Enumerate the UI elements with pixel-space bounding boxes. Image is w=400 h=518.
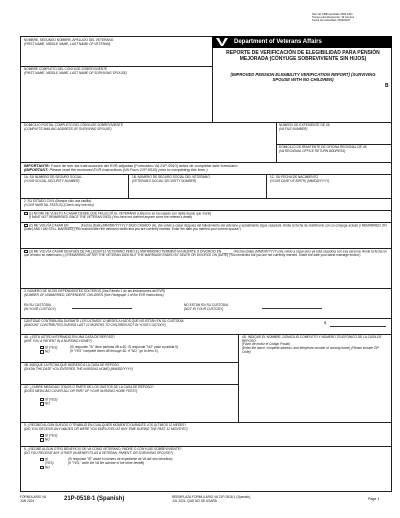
omb-info — [312, 14, 396, 23]
not-in-custody-input[interactable] — [262, 308, 322, 309]
not-custody-es: NO ESTÁN EN SU CUSTODIA — [184, 303, 229, 307]
form-title-es: REPORTE DE VERIFICACIÓN DE ELEGIBILIDAD PARA PENSIÓN MEJORADA (CÓNYUGE SOBREVIVIENTE SIN HIJOS) — [226, 50, 380, 62]
currency-symbol: $ — [324, 320, 327, 325]
dob-en: (YOUR DATE OF BIRTH) (MM/DD/YYYY) — [270, 178, 330, 183]
veteran-ssn-es: 1B. NÚMERO DE SEGURO SOCIAL DEL VETERANO — [132, 175, 210, 179]
other-benefits-yes-en: (YES) — [45, 461, 54, 466]
footer-supersedes-1: REEMPLAZA FORMULARIO VA 21P-0518-1 (Spanish), — [172, 495, 251, 499]
va-banner — [212, 36, 392, 48]
other-benefits-note — [68, 458, 268, 465]
wages-options — [40, 434, 240, 442]
wages-yes-label: SÍ — [45, 433, 49, 438]
form-title-en: (IMPROVED PENSION ELIGIBILITY VERIFICATION REPORT) (SURVIVING SPOUSE WITH NO CHILDREN) — [230, 72, 376, 82]
page-number: Page 1 — [368, 497, 380, 501]
omb-number: Núm de OMB Aprobado 2900-0101 — [312, 13, 353, 16]
footer-supersedes-2: JUL 2021, QUE NO SE USARÁ — [172, 498, 217, 503]
file-number-es: NÚMERO DE EXPEDIENTE DE VA — [279, 123, 330, 127]
nursing-home-en: (ARE YOU A PATIENT IN A NURSING HOME?) — [24, 338, 92, 343]
children-title-es: 3. NÚMERO DE HIJOS DEPENDIENTES SOLTEROS (Vea Párrafo 1 de las instrucciones del EVR) — [24, 289, 165, 293]
ssn-en: (YOUR SOCIAL SECURITY NUMBER) — [24, 178, 80, 183]
nursing-home-note-es: (Si responde "Sí" llene partidas 4B a 4D. Si responde "NO" pase a partida 5) — [70, 345, 179, 349]
medicaid-en: (DOES MEDICAID COVER ALL OR PART OF YOUR NURSING HOME FEES?) — [24, 388, 138, 393]
not-custody-en: (NOT IN YOUR CUSTODY) — [184, 306, 224, 311]
footer-date: JUN 2024 — [20, 498, 35, 503]
medicaid-yes-en: (YES) — [48, 397, 58, 402]
veteran-name-label — [24, 39, 214, 46]
file-number-label — [279, 124, 389, 131]
in-custody-en: (IN YOUR CUSTODY) — [24, 306, 56, 311]
contribution-es: CANTIDAD CONTRIBUIDA DURANTE LOS ÚLTIMOS 12 MESES A HIJOS QUE NO ESTÁN EN SU CUSTODIA — [24, 319, 184, 323]
nursing-home-address-note: (Favor de incluir el Código Postal) — [242, 342, 291, 347]
footer-form-label-text: FORMULARIO VA — [20, 495, 47, 499]
medicaid-options — [40, 398, 236, 406]
medicaid-es: 4C. ¿CUBRE MEDICAID TODOS O PARTE DE LOS GASTOS DE LA CASA DE REPOSO? — [24, 385, 154, 389]
address-es: DOMICILIO POSTAL COMPLETO DEL CÓNYUGE SOBREVIVIENTE — [24, 123, 124, 127]
marital-option-3[interactable] — [24, 250, 388, 258]
marital-option-1-es: (1) NO ME HE VUELTO A CASAR DESDE QUE FALLECIÓ EL VETERANO (Usted no se ha casado con nadie desde que murió) — [29, 211, 212, 216]
other-benefits-note-en: (If "YES," write the VA file number of the other benefit) — [68, 460, 145, 465]
nursing-home-es: 4A. ¿ESTÁ USTED INTERNADO EN UNA CASA DE REPOSO? — [24, 335, 116, 339]
other-benefits-yes-checkbox[interactable] — [40, 458, 44, 461]
footer-form-number: 21P-0518-1 (Spanish) — [64, 496, 125, 502]
spouse-name-es: NOMBRE COMPLETO DEL CÓNYUGE SOBREVIVIENTE — [24, 67, 108, 71]
file-number-en: (VA FILE NUMBER) — [279, 126, 308, 131]
spouse-name-en: (FIRST NAME, MIDDLE NAME, LAST NAME OF SURVIVING SPOUSE) — [24, 70, 127, 75]
marital-option-3-text: (3) ME VOLVÍ A CASAR DESPUÉS DE FALLECER EL VETERANO PERO EL MATRIMONIO TERMINÓ EN MUERTE O DIVORCIO EN ______ (Fecha) (Date) (MM/DD/YYYY) (Se volvió a casar pero ya está casado/a con esa persona. Anote la fecha en que terminó su matrimonio.) (I REMARRIED AFTER THE VETERAN DIED BUT THE MARRIAGE ENDED BY DEATH OR DIVORCE ON (DATE) (You remarried but you are not currently married. Share the date your latest marriage ended.) — [24, 249, 387, 258]
form-code: B — [385, 83, 389, 89]
nursing-home-address-en: (Enter the name, complete address, and telephone number of nursing home) (Please include ZIP Code) — [242, 346, 379, 354]
in-custody-es: EN SU CUSTODIA — [24, 303, 52, 307]
medicaid-question — [24, 386, 236, 393]
nursing-home-note-en: (If "YES" complete Items 4B through 4D. If "NO," go to Item 5.) — [70, 348, 159, 353]
veteran-ssn-label — [132, 176, 262, 183]
nursing-home-address-es: 4D. INDIQUE EL NOMBRE, DOMICILIO COMPLETO Y NÚMERO TELEFÓNICO DE LA CASA DE REPOSO — [242, 335, 382, 343]
marital-title-en: (YOUR MARITAL STATUS) (Check only one box) — [24, 202, 94, 207]
other-benefits-question — [24, 448, 388, 455]
medicaid-yes-checkbox[interactable] — [40, 398, 44, 401]
nursing-home-address-label — [242, 336, 388, 354]
entry-date-es: 4B. INDIQUE LA FECHA QUE INGRESÓ A LA CASA DE REPOSO — [24, 363, 119, 367]
entry-date-label — [24, 364, 236, 371]
omb-expiration: Fecha de Caducidad: 06/30/2027 — [312, 18, 351, 22]
return-address-label — [279, 146, 389, 153]
other-benefits-es: 6. ¿RECIBE ALGÚN OTRO BENEFICIO DE VA COMO VETERANO, PADRE O CÓNYUGE SOBREVIVIENTE? — [24, 447, 182, 451]
wages-es: 5. ¿RECIBIÓ ALGÚN SUELDO O TRABAJÓ EN CUALQUIER MOMENTO DURANTE LOS ÚLTIMOS 12 MESES? — [24, 423, 187, 427]
other-benefits-note-es: (Si responde "SÍ" anote el número de expediente de VA del otro beneficio) — [68, 457, 173, 461]
agency-name: Department of Veterans Affairs — [234, 38, 322, 45]
wages-yes-en: (YES) — [48, 433, 58, 438]
important-text-en: Please read the enclosed EVR Instructions (VA Form 21P-0510) prior to completing this form.) — [49, 168, 208, 173]
dob-es: 1C. SU FECHA DE NACIMIENTO — [270, 175, 318, 179]
medicaid-yes-label: SÍ — [45, 397, 49, 402]
wages-en: (DID YOU RECEIVE ANY WAGES OR WERE YOU EMPLOYED AT ANY TIME DURING THE PAST 12 MONTHS?) — [24, 426, 188, 431]
wages-yes-checkbox[interactable] — [40, 434, 44, 437]
nursing-home-yes-label: SÍ — [45, 345, 49, 350]
veteran-name-en: (FIRST NAME, MIDDLE NAME, LAST NAME OF VETERAN) — [24, 41, 111, 46]
marital-option-2[interactable] — [24, 224, 388, 232]
marital-title-es: 2. SU ESTADO CIVIL (Marque sólo una casilla) — [24, 199, 91, 203]
entry-date-en: (SHOW THE DATE YOU ENTERED THE NURSING HOME) (MM/DD/YYYY) — [24, 366, 133, 371]
return-address-en: (VA REGIONAL OFFICE RETURN ADDRESS) — [279, 148, 346, 153]
marital-option-2-text: (2) ME VOLVÍ A CASAR EN ______ (Fecha) (Date) (MM/DD/YYYY) Y SIGO CASADO (A). (Se volvió a casar después del fallecimiento del veterano y actualmente sigue casado/a. Anote la fecha de matrimonio con su cónyuge actual) (I REMARRIED ON (Date) AND I AM STILL MARRIED) (You married after the veteran's death and you are currently married. Enter the date you married your current spouse.) — [24, 223, 387, 232]
medicaid-no-checkbox[interactable] — [40, 402, 44, 405]
veteran-name-es: NOMBRE, SEGUNDO NOMBRE, APELLIDO DEL VETERANO — [24, 38, 114, 42]
marital-option-1-en: (I HAVE NOT REMARRIED SINCE THE VETERAN DIED) (You have not married anyone since the veteran's death) — [29, 215, 193, 220]
contribution-input[interactable] — [330, 326, 386, 327]
marital-option-1-checkbox[interactable] — [24, 212, 28, 215]
other-benefits-yes-label: SÍ — [45, 457, 49, 462]
address-en: (COMPLETE MAILING ADDRESS OF SURVIVING SPOUSE) — [24, 126, 112, 131]
spouse-name-label — [24, 68, 214, 75]
important-notice — [24, 164, 389, 173]
other-benefits-no-label: NO — [45, 465, 50, 470]
contribution-en: (AMOUNT CONTRIBUTED DURING LAST 12 MONTHS TO CHILDREN NOT IN YOUR CUSTODY) — [24, 322, 166, 327]
footer-form-label — [20, 496, 60, 503]
nursing-home-no-label: NO — [45, 349, 50, 354]
dob-label — [270, 176, 390, 183]
important-text-es: Favor de leer las instrucciones del EVR adjuntas (Formulario VA 21P-0510) antes de completar este formulario — [51, 164, 238, 168]
children-title-en: (NUMBER OF UNMARRIED, DEPENDENT CHILDREN (See Paragraph 1 of the EVR Instructions) — [24, 292, 164, 297]
ssn-es: 1A. SU NÚMERO DE SEGURO SOCIAL — [24, 175, 82, 179]
footer-supersedes — [172, 496, 312, 503]
other-benefits-options — [40, 458, 70, 470]
wages-question — [24, 424, 388, 431]
marital-status-title — [24, 200, 224, 207]
ssn-field-label — [24, 176, 124, 183]
dependent-children-title — [24, 290, 388, 297]
other-benefits-en: (DO YOU RECEIVE ANY OTHER VA BENEFITS AS A VETERAN, PARENT, OR SURVIVING SPOUSE?) — [24, 450, 173, 455]
important-label-en: (IMPORTANT: — [24, 168, 49, 173]
medicaid-no-label: NO — [45, 401, 50, 406]
veteran-ssn-en: (VETERAN'S SOCIAL SECURITY NUMBER) — [132, 178, 197, 183]
wages-no-checkbox[interactable] — [40, 438, 44, 441]
va-logo-icon — [216, 38, 228, 46]
nursing-home-yes-en: (YES) — [48, 345, 58, 350]
other-benefits-no-checkbox[interactable] — [40, 466, 44, 469]
nursing-home-no-checkbox[interactable] — [40, 350, 44, 353]
return-address-es: DOMICILIO DE REMITENTE DE OFICINA REGIONAL DE VA — [279, 145, 367, 149]
omb-burden: Tiempo para Responder: 19 minutos — [312, 15, 355, 19]
important-label-es: IMPORTANTE: — [24, 164, 51, 168]
contribution-label — [24, 319, 327, 327]
in-custody-input[interactable] — [72, 308, 132, 309]
wages-no-label: NO — [45, 437, 50, 442]
nursing-home-yes-checkbox[interactable] — [40, 346, 44, 349]
marital-option-1[interactable] — [24, 212, 388, 220]
nursing-home-note — [70, 346, 236, 353]
address-label — [24, 124, 214, 131]
nursing-home-question — [24, 336, 224, 343]
